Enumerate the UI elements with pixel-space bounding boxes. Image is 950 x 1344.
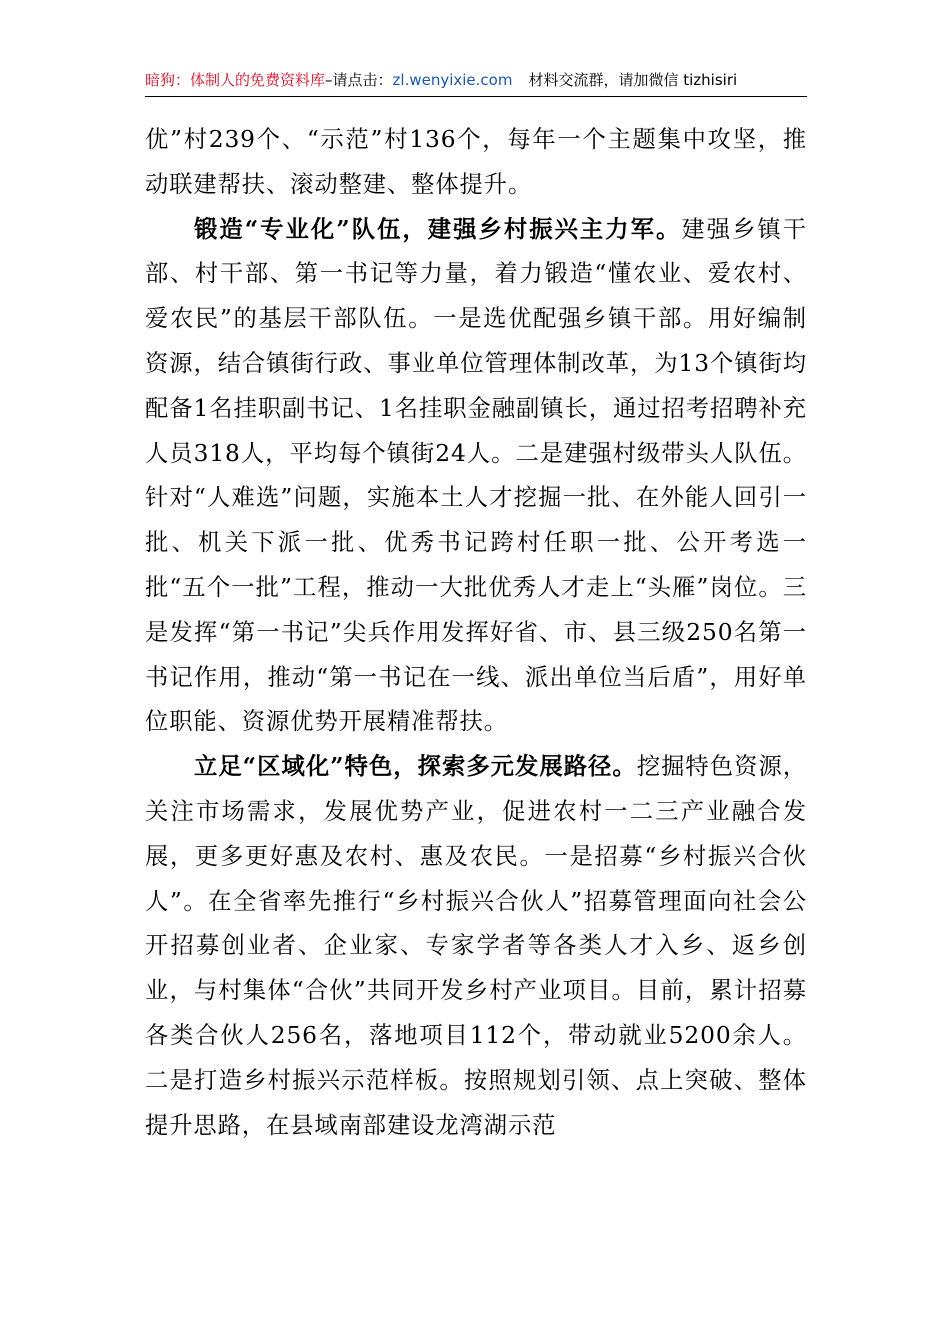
page-header <box>145 66 807 97</box>
paragraph-body: 挖掘特色资源，关注市场需求，发展优势产业，促进农村一二三产业融合发展，更多更好惠及农村、惠及农民。一是招募“乡村振兴合伙人”。在全省率先推行“乡村振兴合伙人”招募管理面向社会公开招募创业者、企业家、专家学者等各类人才入乡、返乡创业，与村集体“合伙”共同开发乡村产业项目。目前，累计招募各类合伙人256名，落地项目112个，带动就业5200余人。二是打造乡村振兴示范样板。按照规划引领、点上突破、整体提升思路，在县域南部建设龙湾湖示范 <box>145 753 807 1139</box>
paragraph-regional-development <box>145 745 807 1148</box>
paragraph-team-building <box>145 208 807 746</box>
paragraph-body: 建强乡镇干部、村干部、第一书记等力量，着力锻造“懂农业、爱农村、爱农民”的基层干部队伍。一是选优配强乡镇干部。用好编制资源，结合镇街行政、事业单位管理体制改革，为13个镇街均配备1名挂职副书记、1名挂职金融副镇长，通过招考招聘补充人员318人，平均每个镇街24人。二是建强村级带头人队伍。针对“人难选”问题，实施本土人才挖掘一批、在外能人回引一批、机关下派一批、优秀书记跨村任职一批、公开考选一批“五个一批”工程，推动一大批优秀人才走上“头雁”岗位。三是发挥“第一书记”尖兵作用发挥好省、市、县三级250名第一书记作用，推动“第一书记在一线、派出单位当后盾”，用好单位职能、资源优势开展精准帮扶。 <box>145 215 807 736</box>
paragraph-continued <box>145 118 807 208</box>
header-url-link[interactable]: zl.wenyixie.com <box>392 71 513 89</box>
document-body <box>145 118 807 1148</box>
paragraph-lead-heading: 锻造“专业化”队伍，建强乡村振兴主力军。 <box>194 215 682 243</box>
header-link-prompt: –请点击： <box>325 71 393 89</box>
header-group-text: 材料交流群，请加微信 tizhisiri <box>528 71 738 89</box>
paragraph-body: 优”村239个、“示范”村136个，每年一个主题集中攻坚，推动联建帮扶、滚动整建、整体提升。 <box>145 126 807 198</box>
paragraph-lead-heading: 立足“区域化”特色，探索多元发展路径。 <box>194 753 637 781</box>
header-site-name: 暗狗：体制人的免费资料库 <box>145 71 326 89</box>
